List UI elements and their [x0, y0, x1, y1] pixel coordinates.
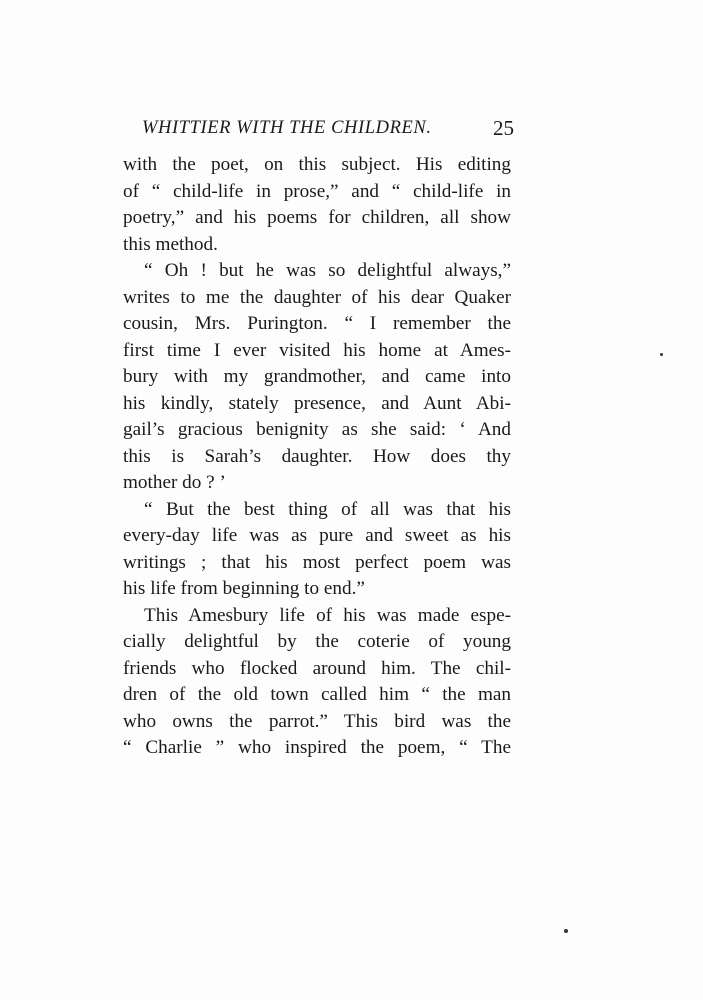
text-line: writings ; that his most perfect poem was: [123, 551, 511, 573]
scan-speck: [564, 929, 568, 933]
text-line: every-day life was as pure and sweet as his: [123, 525, 511, 546]
text-line: writes to me the daughter of his dear Quaker: [123, 286, 511, 308]
text-line: friends who flocked around him. The chil-: [123, 657, 511, 679]
running-head: [142, 113, 514, 143]
text-line: “ But the best thing of all was that his: [144, 498, 511, 520]
text-line: This Amesbury life of his was made espe-: [144, 604, 511, 626]
text-line: gail’s gracious benignity as she said: ‘ And: [123, 419, 511, 440]
page-number: 25: [493, 116, 514, 140]
text-line: mother do ? ’: [123, 472, 226, 493]
running-title: WHITTIER WITH THE CHILDREN.: [142, 118, 432, 138]
text-line: his life from beginning to end.”: [123, 578, 365, 599]
body-text: [123, 152, 511, 762]
scan-speck: [660, 353, 663, 356]
text-line: poetry,” and his poems for children, all show: [123, 207, 511, 228]
text-line: this is Sarah’s daughter. How does thy: [123, 445, 511, 467]
text-line: this method.: [123, 233, 218, 255]
text-line: cially delightful by the coterie of young: [123, 631, 511, 652]
text-line: “ Charlie ” who inspired the poem, “ The: [123, 737, 511, 758]
text-line: with the poet, on this subject. His editing: [123, 154, 511, 175]
text-line: his kindly, stately presence, and Aunt Abi-: [123, 392, 511, 414]
text-line: of “ child-life in prose,” and “ child-life in: [123, 180, 511, 202]
text-line: dren of the old town called him “ the man: [123, 684, 511, 705]
text-line: who owns the parrot.” This bird was the: [123, 710, 511, 732]
text-line: first time I ever visited his home at Ames-: [123, 339, 511, 361]
text-line: bury with my grandmother, and came into: [123, 366, 511, 387]
text-line: cousin, Mrs. Purington. “ I remember the: [123, 313, 511, 334]
text-line: “ Oh ! but he was so delightful always,”: [144, 260, 511, 281]
